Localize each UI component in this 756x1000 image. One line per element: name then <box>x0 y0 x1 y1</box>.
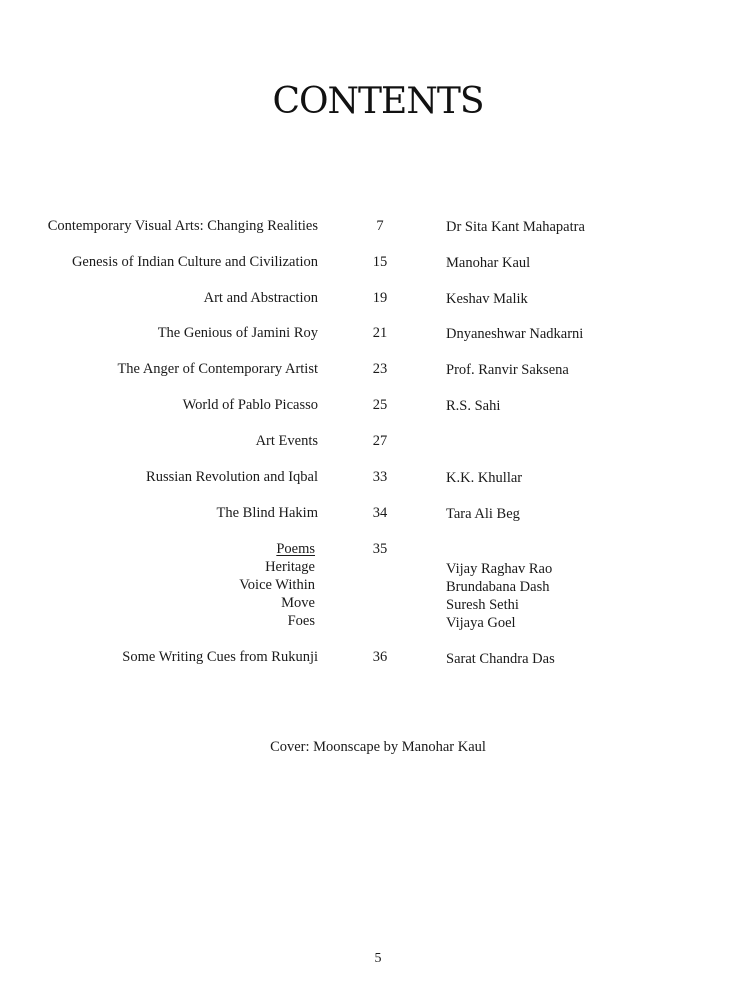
toc-entry-author: Tara Ali Beg <box>446 506 520 522</box>
toc-entry <box>0 502 756 524</box>
toc-entry-author: K.K. Khullar <box>446 470 523 486</box>
toc-entry <box>0 251 756 273</box>
poems-heading: Poems <box>276 541 315 557</box>
poem-title: Heritage <box>265 559 315 575</box>
toc-entry <box>0 430 756 452</box>
toc-entry-title: The Blind Hakim <box>216 505 318 521</box>
toc-entry-author: R.S. Sahi <box>446 398 501 414</box>
toc-entry <box>0 358 756 380</box>
toc-entry-page: 36 <box>372 649 388 665</box>
toc-entry-page: 23 <box>372 361 388 377</box>
toc-entry-title: Some Writing Cues from Rukunji <box>122 649 318 665</box>
toc-entry-author: Dr Sita Kant Mahapatra <box>446 219 585 235</box>
toc-entry-page: 34 <box>372 505 388 521</box>
toc-entry-author: Prof. Ranvir Saksena <box>446 362 569 378</box>
toc-entry-title: Russian Revolution and Iqbal <box>146 469 318 485</box>
toc-entry-title: Art Events <box>255 433 318 449</box>
toc-entry-page: 25 <box>372 397 388 413</box>
poem-title: Foes <box>287 613 315 629</box>
toc-entry-page: 7 <box>376 218 384 234</box>
poem-author: Vijay Raghav Rao <box>446 561 553 577</box>
toc-entry <box>0 394 756 416</box>
page-number: 5 <box>374 951 382 966</box>
toc-entry-title: Genesis of Indian Culture and Civilization <box>71 254 318 270</box>
toc-entry-page: 15 <box>372 254 388 270</box>
toc-entry-page: 33 <box>372 469 388 485</box>
toc-entry <box>0 215 756 237</box>
poem-author: Suresh Sethi <box>446 597 519 613</box>
poem-title: Move <box>281 595 315 611</box>
toc-entry-title: Art and Abstraction <box>203 290 318 306</box>
poem-author: Brundabana Dash <box>446 579 550 595</box>
toc-entry-title: World of Pablo Picasso <box>182 397 318 413</box>
toc-entry-title: The Anger of Contemporary Artist <box>117 361 318 377</box>
cover-credit: Cover: Moonscape by Manohar Kaul <box>270 739 486 755</box>
poem-author: Vijaya Goel <box>446 615 516 631</box>
page-title: CONTENTS <box>272 81 484 123</box>
toc-entry-author: Dnyaneshwar Nadkarni <box>446 326 584 342</box>
toc-entry-title: The Genious of Jamini Roy <box>157 325 318 341</box>
poems-page: 35 <box>372 541 388 557</box>
toc-entry <box>0 287 756 309</box>
toc-entry <box>0 646 756 668</box>
toc-entry-author: Keshav Malik <box>446 291 528 307</box>
toc-entry-title: Contemporary Visual Arts: Changing Realities <box>47 218 318 234</box>
toc-entry-author: Sarat Chandra Das <box>446 651 555 667</box>
toc-entry-author: Manohar Kaul <box>446 255 531 271</box>
toc-entry <box>0 322 756 344</box>
toc-entry-page: 21 <box>372 325 388 341</box>
toc-entry-page: 27 <box>372 433 388 449</box>
poem-title: Voice Within <box>239 577 315 593</box>
toc-entry <box>0 466 756 488</box>
toc-entry-page: 19 <box>372 290 388 306</box>
